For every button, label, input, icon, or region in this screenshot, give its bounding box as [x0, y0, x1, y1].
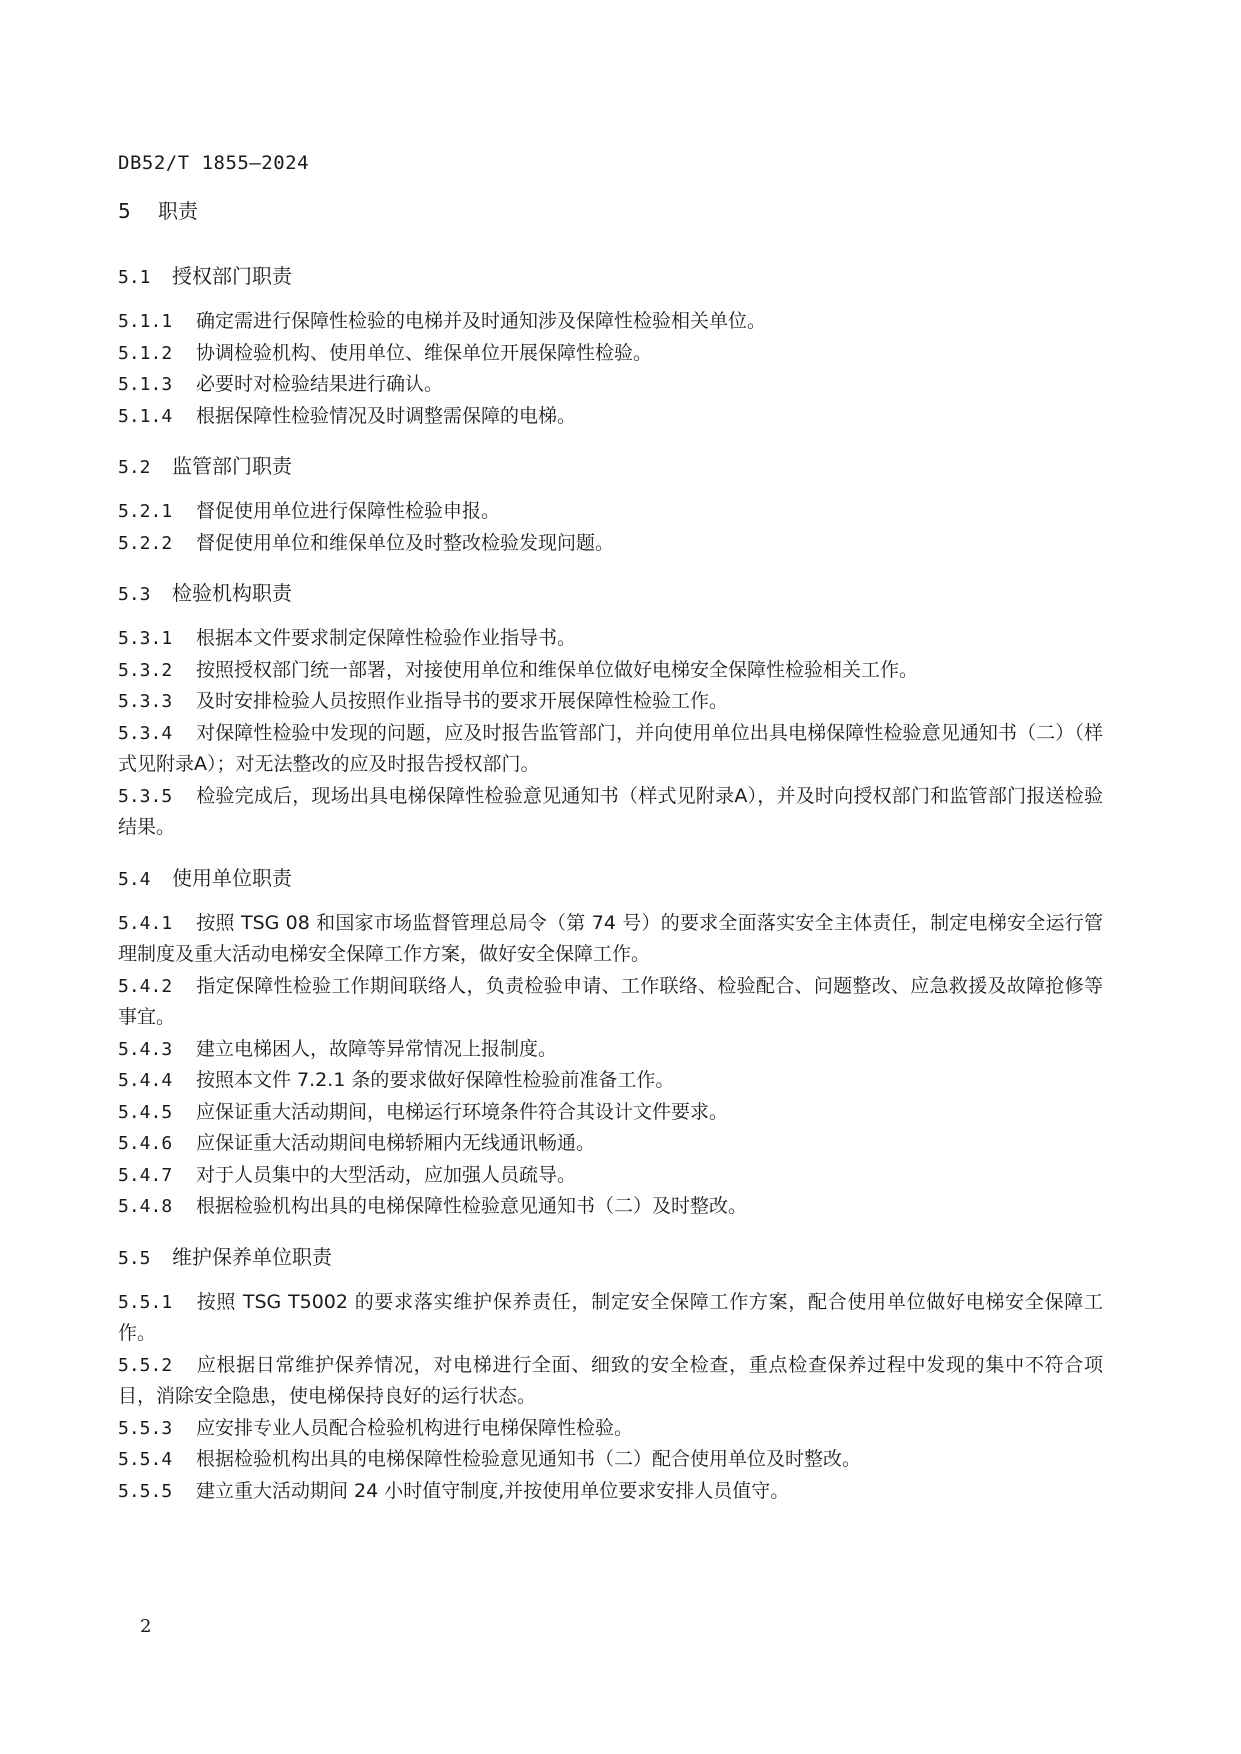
clause-number: 5.2.1 — [118, 501, 173, 522]
clause-number: 5.5.3 — [118, 1417, 173, 1439]
clause-number: 5.3.3 — [118, 691, 173, 712]
clause-number: 5.5.1 — [118, 1291, 173, 1313]
section-title: 使用单位职责 — [172, 865, 292, 890]
clause-text: 应根据日常维护保养情况，对电梯进行全面、细致的安全检查，重点检查保养过程中发现的集中不符合项目，消除安全隐患，使电梯保持良好的运行状态。 — [118, 1353, 1103, 1407]
clause — [118, 908, 1103, 971]
clause-text: 按照授权部门统一部署，对接使用单位和维保单位做好电梯安全保障性检验相关工作。 — [196, 658, 919, 681]
document-body — [118, 260, 1103, 1525]
clause-number: 5.5.5 — [118, 1480, 173, 1502]
clause — [118, 655, 1103, 687]
section-5-3 — [118, 577, 1103, 844]
clause — [118, 1191, 1103, 1223]
clause-number: 5.4.5 — [118, 1101, 173, 1123]
clause-number: 5.1.1 — [118, 311, 173, 332]
clause-text: 建立电梯困人，故障等异常情况上报制度。 — [196, 1037, 558, 1060]
clause-number: 5.1.3 — [118, 374, 173, 395]
clause — [118, 686, 1103, 718]
clause-text: 应安排专业人员配合检验机构进行电梯保障性检验。 — [196, 1416, 634, 1439]
clause — [118, 1413, 1103, 1445]
clause — [118, 528, 1103, 560]
clause-number: 5.5.2 — [118, 1354, 173, 1376]
clause-text: 协调检验机构、使用单位、维保单位开展保障性检验。 — [196, 341, 653, 364]
clause-number: 5.4.6 — [118, 1133, 173, 1154]
clause — [118, 369, 1103, 401]
clause-text: 根据检验机构出具的电梯保障性检验意见通知书（二）及时整改。 — [196, 1195, 748, 1217]
clause-number: 5.5.4 — [118, 1449, 173, 1470]
section-heading — [118, 862, 1103, 894]
clause — [118, 1065, 1103, 1097]
section-number: 5.2 — [118, 457, 151, 478]
clause-number: 5.4.7 — [118, 1164, 173, 1186]
clause-text: 督促使用单位进行保障性检验申报。 — [196, 500, 501, 522]
clause-text: 对于人员集中的大型活动，应加强人员疏导。 — [196, 1163, 577, 1186]
section-title: 监管部门职责 — [172, 454, 292, 478]
clause-text: 对保障性检验中发现的问题，应及时报告监管部门，并向使用单位出具电梯保障性检验意见通知书（二）（样式见附录A）；对无法整改的应及时报告授权部门。 — [118, 721, 1103, 775]
section-number: 5.4 — [118, 868, 151, 890]
clause-number: 5.3.4 — [118, 722, 173, 744]
clause-text: 按照本文件 7.2.1 条的要求做好保障性检验前准备工作。 — [196, 1069, 675, 1091]
section-number: 5.3 — [118, 584, 151, 605]
clause-number: 5.4.4 — [118, 1070, 173, 1091]
section-heading — [118, 450, 1103, 482]
clause — [118, 971, 1103, 1034]
clause — [118, 623, 1103, 655]
clause — [118, 1350, 1103, 1413]
section-title: 检验机构职责 — [172, 581, 292, 605]
clause-text: 督促使用单位和维保单位及时整改检验发现问题。 — [196, 531, 615, 554]
clause-number: 5.3.5 — [118, 785, 173, 807]
clause-text: 根据检验机构出具的电梯保障性检验意见通知书（二）配合使用单位及时整改。 — [196, 1448, 862, 1470]
clause — [118, 1097, 1103, 1129]
clause-text: 指定保障性检验工作期间联络人，负责检验申请、工作联络、检验配合、问题整改、应急救援及故障抢修等事宜。 — [118, 974, 1103, 1028]
section-5-5 — [118, 1241, 1103, 1508]
clause-text: 根据本文件要求制定保障性检验作业指导书。 — [196, 627, 577, 649]
clause-text: 应保证重大活动期间，电梯运行环境条件符合其设计文件要求。 — [196, 1100, 729, 1123]
clause — [118, 1160, 1103, 1192]
section-number: 5.5 — [118, 1247, 151, 1269]
clause-text: 建立重大活动期间 24 小时值守制度,并按使用单位要求安排人员值守。 — [196, 1479, 790, 1502]
clause-text: 确定需进行保障性检验的电梯并及时通知涉及保障性检验相关单位。 — [196, 310, 767, 332]
clause — [118, 781, 1103, 844]
clause-text: 检验完成后，现场出具电梯保障性检验意见通知书（样式见附录A），并及时向授权部门和监管部门报送检验结果。 — [118, 784, 1103, 838]
clause-text: 按照 TSG T5002 的要求落实维护保养责任，制定安全保障工作方案，配合使用单位做好电梯安全保障工作。 — [118, 1290, 1103, 1344]
section-heading — [118, 577, 1103, 609]
clause-text: 按照 TSG 08 和国家市场监督管理总局令（第 74 号）的要求全面落实安全主体责任，制定电梯安全运行管理制度及重大活动电梯安全保障工作方案，做好安全保障工作。 — [118, 911, 1103, 965]
section-5-1 — [118, 260, 1103, 432]
chapter-number: 5 — [118, 199, 131, 223]
section-title: 授权部门职责 — [172, 264, 292, 288]
section-title: 维护保养单位职责 — [172, 1244, 332, 1269]
clause-number: 5.3.2 — [118, 659, 173, 681]
clause — [118, 338, 1103, 370]
clause-number: 5.4.8 — [118, 1196, 173, 1217]
clause-text: 根据保障性检验情况及时调整需保障的电梯。 — [196, 404, 577, 427]
section-5-2 — [118, 450, 1103, 559]
chapter-title: 职责 — [158, 199, 198, 223]
section-heading — [118, 1241, 1103, 1273]
clause-number: 5.4.1 — [118, 912, 173, 934]
clause — [118, 1444, 1103, 1476]
clause-text: 及时安排检验人员按照作业指导书的要求开展保障性检验工作。 — [196, 690, 729, 712]
clause-number: 5.4.3 — [118, 1038, 173, 1060]
chapter-heading — [118, 195, 198, 224]
section-heading — [118, 260, 1103, 292]
clause-number: 5.1.2 — [118, 342, 173, 364]
clause — [118, 306, 1103, 338]
clause-text: 必要时对检验结果进行确认。 — [196, 373, 444, 395]
clause-number: 5.2.2 — [118, 532, 173, 554]
clause-text: 应保证重大活动期间电梯轿厢内无线通讯畅通。 — [196, 1132, 596, 1154]
page-number: 2 — [140, 1616, 152, 1637]
document-code: DB52/T 1855—2024 — [118, 152, 310, 174]
clause-number: 5.4.2 — [118, 975, 173, 997]
clause — [118, 1034, 1103, 1066]
clause — [118, 1287, 1103, 1350]
clause — [118, 718, 1103, 781]
clause — [118, 1476, 1103, 1508]
clause-number: 5.1.4 — [118, 405, 173, 427]
section-number: 5.1 — [118, 267, 151, 288]
clause — [118, 1128, 1103, 1160]
clause — [118, 401, 1103, 433]
section-5-4 — [118, 862, 1103, 1223]
clause — [118, 496, 1103, 528]
clause-number: 5.3.1 — [118, 628, 173, 649]
